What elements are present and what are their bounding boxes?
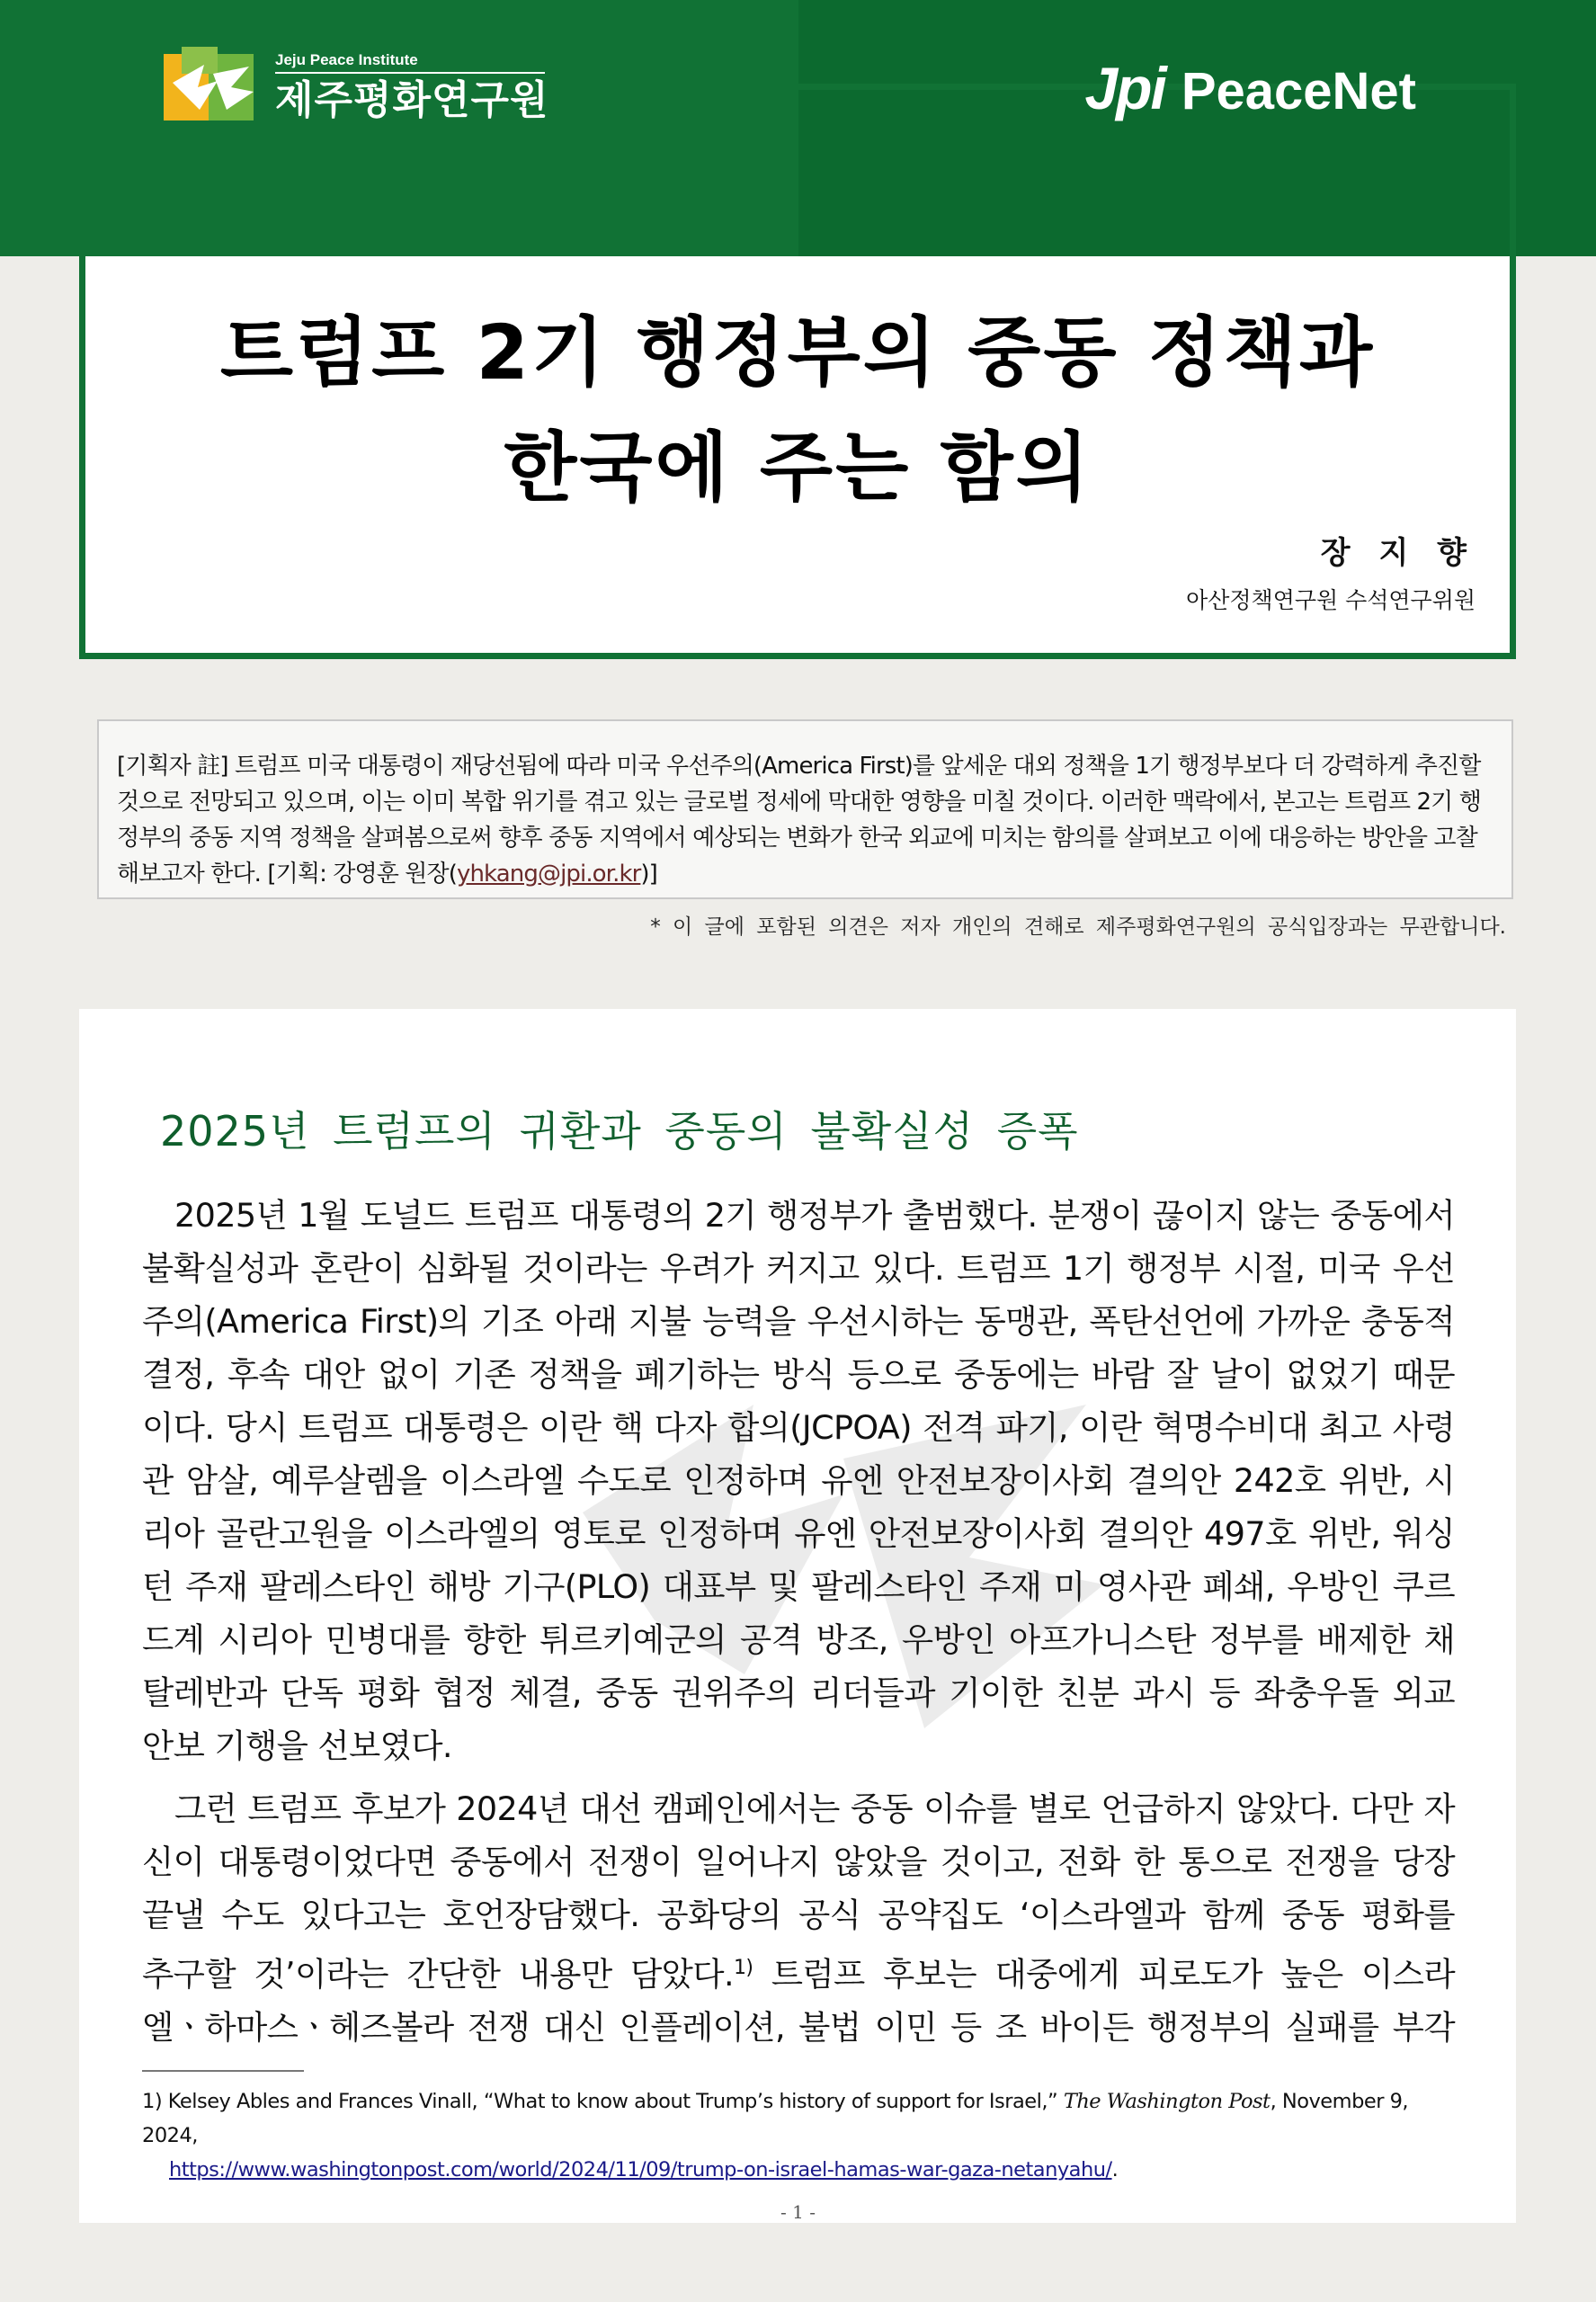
paragraph-line-part: 추구할 것’이라는 간단한 내용만 담았다. [142,1955,734,1994]
article-body [79,1009,1516,2223]
paragraph-line-with-footnote [142,1941,1455,2001]
footnote-1 [142,2084,1455,2187]
paragraph-line: 턴 주재 팔레스타인 해방 기구(PLO) 대표부 및 팔레스타인 주재 미 영사관 폐쇄, 우방인 쿠르 [142,1567,1455,1606]
paragraph-line: 엘ㆍ하마스ㆍ헤즈볼라 전쟁 대신 인플레이션, 불법 이민 등 조 바이든 행정부의 실패를 부각 [142,2008,1455,2048]
paragraph-line-part: 트럼프 후보는 대중에게 피로도가 높은 이스라 [753,1955,1455,1994]
page-title-line1: 트럼프 2기 행정부의 중동 정책과 [219,308,1376,397]
page-number: - 1 - [780,2201,816,2223]
editor-note-close: )] [640,861,657,888]
paragraph-line: 이다. 당시 트럼프 대통령은 이란 핵 다자 합의(JCPOA) 전격 파기, 이란 혁명수비대 최고 사령 [142,1408,1455,1447]
editor-note-text: [기획자 註] 트럼프 미국 대통령이 재당선됨에 따라 미국 우선주의(America First)를 앞세운 대외 정책을 1기 행정부보다 더 강력하게 추진할 것으로 전망되고 있으며, 이는 이미 복합 위기를 겪고 있는 글로벌 정세에 막대한 영향을 미칠 것이다. 이러한 맥락에서, 본고는 트럼프 2기 행정부의 중동 지역 정책을 살펴봄으로써 향후 중동 지역에서 예상되는 변화가 한국 외교에 미치는 함의를 살펴보고 이에 대응하는 방안을 고찰해보고자 한다. [기획: 강영훈 원장( [117,753,1481,888]
footnote-ref[interactable]: 1) [733,1957,753,1979]
paragraph-line: 탈레반과 단독 평화 협정 체결, 중동 권위주의 리더들과 기이한 친분 과시 등 좌충우돌 외교 [142,1673,1455,1712]
footnote-url-link[interactable]: https://www.washingtonpost.com/world/2024/11/09/trump-on-israel-hamas-war-gaza-netanyahu/ [169,2158,1112,2182]
page-title-line2: 한국에 주는 함의 [504,424,1092,512]
paragraph-line: 끝낼 수도 있다고는 호언장담했다. 공화당의 공식 공약집도 ‘이스라엘과 함께 중동 평화를 [142,1896,1455,1934]
editor-email-link[interactable]: yhkang@jpi.or.kr [456,861,641,888]
brand-jpi: Jpi [1084,55,1165,121]
editor-note [97,719,1513,899]
paragraph-line: 드계 시리아 민병대를 향한 튀르키예군의 공격 방조, 우방인 아프가니스탄 정부를 배제한 채 [142,1620,1455,1659]
paragraph-line: 불확실성과 혼란이 심화될 것이라는 우려가 커지고 있다. 트럼프 1기 행정부 시절, 미국 우선 [142,1249,1455,1288]
footnote-text: 1) Kelsey Ables and Frances Vinall, “What to know about Trump’s history of support for Israel,” [142,2090,1064,2113]
paragraph-line: 신이 대통령이었다면 중동에서 전쟁이 일어나지 않았을 것이고, 전화 한 통으로 전쟁을 당장 [142,1842,1455,1881]
paragraph-1 [142,1189,1455,1772]
paragraph-line: 결정, 후속 대안 없이 기존 정책을 폐기하는 방식 등으로 중동에는 바람 잘 날이 없었기 때문 [142,1355,1455,1394]
paragraph-line: 관 암살, 예루살렘을 이스라엘 수도로 인정하며 유엔 안전보장이사회 결의안 242호 위반, 시 [142,1461,1455,1500]
section-title: 2025년 트럼프의 귀환과 중동의 불확실성 증폭 [160,1107,1079,1155]
paragraph-line: 2025년 1월 도널드 트럼프 대통령의 2기 행정부가 출범했다. 분쟁이 끊이지 않는 중동에서 [174,1196,1455,1235]
institute-name-ko: 제주평화연구원 [275,76,549,123]
footnote-divider [142,2070,304,2072]
disclaimer: * 이 글에 포함된 의견은 저자 개인의 견해로 제주평화연구원의 공식입장과는 무관합니다. [650,915,1506,939]
paragraph-line: 안보 기행을 선보였다. [142,1726,452,1765]
brand-peacenet: PeaceNet [1181,62,1416,120]
paragraph-line: 리아 골란고원을 이스라엘의 영토로 인정하며 유엔 안전보장이사회 결의안 497호 위반, 워싱 [142,1514,1455,1553]
footnote-date: , November 9, 2024, [142,2090,1409,2147]
institute-name-en: Jeju Peace Institute [275,51,545,74]
author-affiliation: 아산정책연구원 수석연구위원 [1186,587,1476,613]
author-name: 장 지 향 [1320,535,1476,571]
footnote-publication: The Washington Post [1063,2090,1271,2113]
paragraph-2 [142,1782,1455,2054]
paragraph-line: 그런 트럼프 후보가 2024년 대선 캠페인에서는 중동 이슈를 별로 언급하지 않았다. 다만 자 [174,1789,1455,1828]
title-block [79,84,1516,659]
footnote-end: . [1111,2158,1119,2182]
paragraph-line: 주의(America First)의 기조 아래 지불 능력을 우선시하는 동맹관, 폭탄선언에 가까운 충동적 [142,1302,1455,1341]
